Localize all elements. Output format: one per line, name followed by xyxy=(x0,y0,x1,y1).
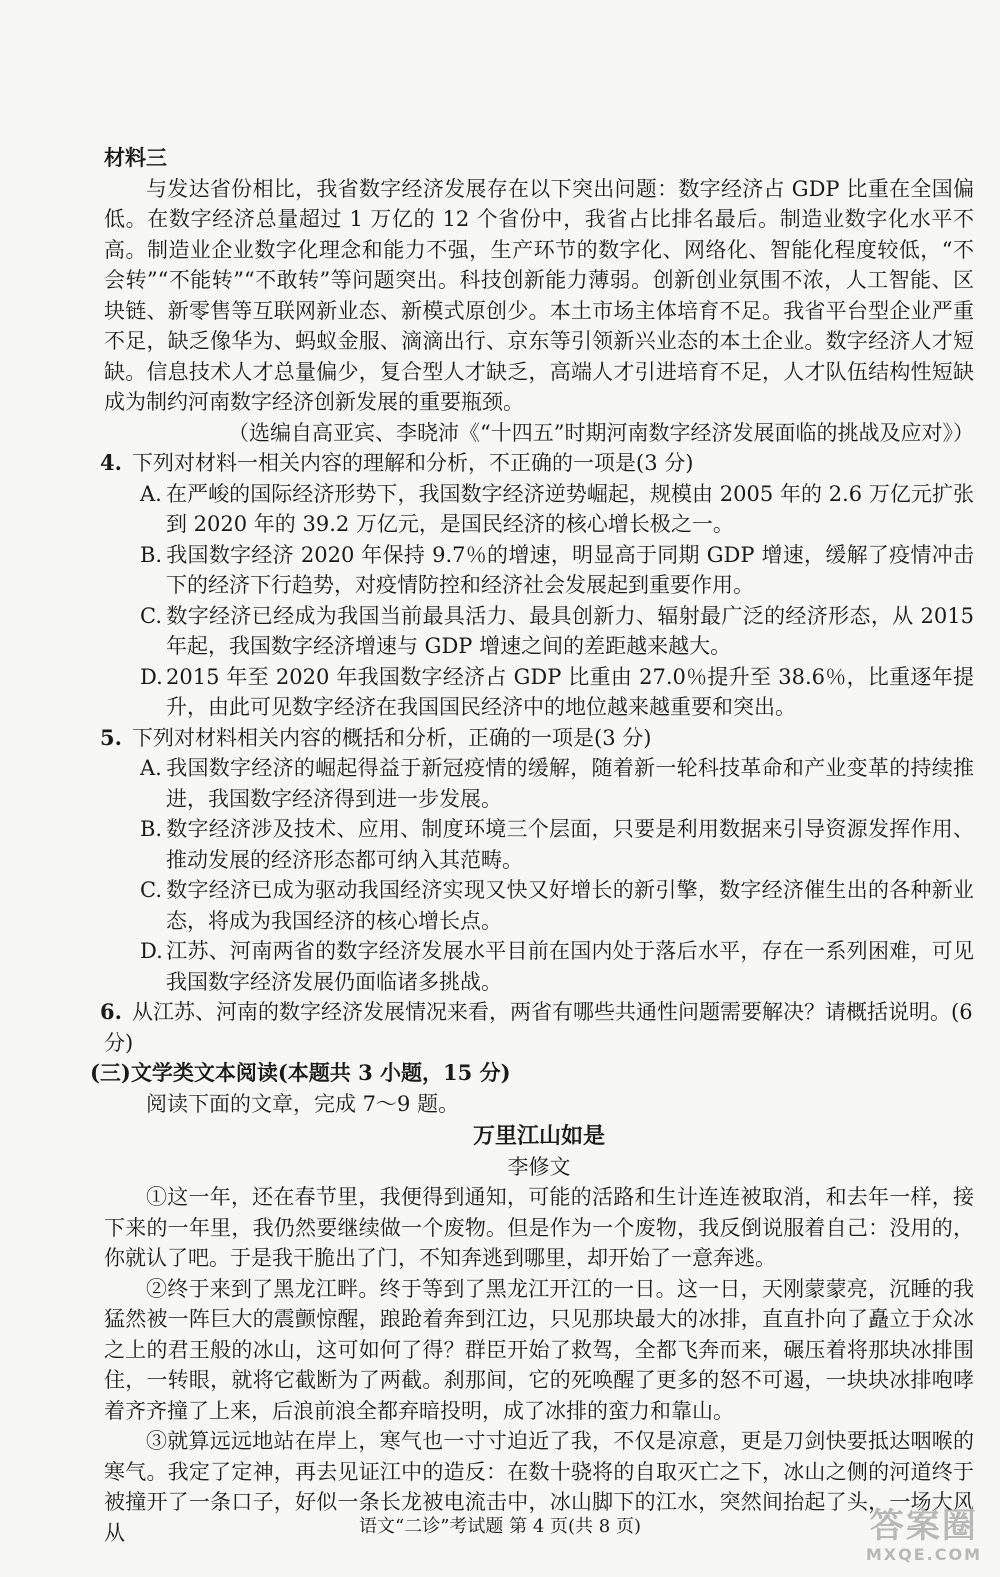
question-5-option-b xyxy=(140,814,974,875)
question-6-text: 从江苏、河南的数字经济发展情况来看，两省有哪些共通性问题需要解决？请概括说明。(6 分) xyxy=(104,1000,973,1055)
page-footer: 语文“二诊”考试题 第 4 页(共 8 页) xyxy=(359,1516,641,1537)
question-4-option-b xyxy=(140,540,974,601)
option-text: 数字经济涉及技术、应用、制度环境三个层面，只要是利用数据来引导资源发挥作用、推动发展的经济形态都可纳入其范畴。 xyxy=(166,817,974,872)
article-author: 李修文 xyxy=(507,1154,571,1179)
option-letter: C. xyxy=(140,878,162,902)
option-text: 数字经济已成为驱动我国经济实现又快又好增长的新引擎，数字经济催生出的各种新业态，将成为我国经济的核心增长点。 xyxy=(166,878,974,933)
option-letter: D. xyxy=(140,664,163,689)
option-letter: B. xyxy=(140,817,163,841)
question-4-text: 下列对材料一相关内容的理解和分析，不正确的一项是(3 分) xyxy=(132,451,694,475)
question-5-number: 5. xyxy=(100,724,122,750)
question-5-option-a xyxy=(140,753,974,814)
question-6-stem xyxy=(100,997,974,1058)
question-4-options xyxy=(104,479,974,723)
question-5-options xyxy=(104,753,974,997)
question-6-number: 6. xyxy=(100,999,122,1024)
article-title: 万里江山如是 xyxy=(472,1123,605,1149)
watermark-logo xyxy=(865,1506,982,1564)
section-3-heading: (三)文学类文本阅读(本题共 3 小题，15 分) xyxy=(90,1060,511,1085)
option-text: 我国数字经济的崛起得益于新冠疫情的缓解，随着新一轮科技革命和产业变革的持续推进，我国数字经济得到进一步发展。 xyxy=(166,756,974,811)
material-3-block xyxy=(90,143,974,1548)
article-paragraph-3: ③就算远远地站在岸上，寒气也一寸寸迫近了我，不仅是凉意，更是刀剑快要抵达咽喉的寒气。我定了定神，再去见证江中的造反：在数十骁将的自取灭亡之下，冰山之侧的河道终于被撞开了一条口子，好似一条长龙被电流击中，冰山脚下的江水，突然间抬起了头，一场大风从 xyxy=(104,1429,974,1545)
material-3-paragraph: 与发达省份相比，我省数字经济发展存在以下突出问题：数字经济占 GDP 比重在全国偏低。在数字经济总量超过 1 万亿的 12 个省份中，我省占比排名最后。制造业数字化水平不高。制造业企业数字化理念和能力不强，生产环节的数字化、网络化、智能化程度较低，“不会转”“不能转”“不敢转”等问题突出。科技创新能力薄弱。创新创业氛围不浓，人工智能、区块链、新零售等互联网新业态、新模式原创少。本土市场主体培育不足。我省平台型企业严重不足，缺乏像华为、蚂蚁金服、滴滴出行、京东等引领新兴业态的本土企业。数字经济人才短缺。信息技术人才总量偏少，复合型人才缺乏，高端人才引进培育不足，人才队伍结构性短缺成为制约河南数字经济创新发展的重要瓶颈。 xyxy=(104,176,974,414)
section-3-instruction: 阅读下面的文章，完成 7～9 题。 xyxy=(146,1091,460,1116)
option-letter: A. xyxy=(140,756,162,780)
question-5-text: 下列对材料相关内容的概括和分析，正确的一项是(3 分) xyxy=(132,725,652,750)
watermark-url: MXQE.COM xyxy=(865,1545,982,1564)
question-6 xyxy=(100,997,974,1058)
question-5-option-c xyxy=(140,875,974,936)
material-3-label: 材料三 xyxy=(104,145,167,170)
question-4-option-c xyxy=(140,601,974,662)
option-text: 数字经济已经成为我国当前最具活力、最具创新力、辐射最广泛的经济形态，从 2015 年起，我国数字经济增速与 GDP 增速之间的差距越来越大。 xyxy=(166,603,974,658)
question-4-number: 4. xyxy=(100,450,122,475)
option-letter: B. xyxy=(140,542,163,567)
question-4-option-a xyxy=(140,479,974,540)
option-letter: D. xyxy=(140,939,163,963)
option-letter: A. xyxy=(140,481,162,506)
option-letter: C. xyxy=(140,603,162,628)
option-text: 在严峻的国际经济形势下，我国数字经济逆势崛起，规模由 2005 年的 2.6 万亿元扩张到 2020 年的 39.2 万亿元，是国民经济的核心增长极之一。 xyxy=(166,481,974,536)
question-5-option-d xyxy=(140,936,974,997)
question-4 xyxy=(100,448,974,723)
article-paragraph-2: ②终于来到了黑龙江畔。终于等到了黑龙江开江的一日。这一日，天刚蒙蒙亮，沉睡的我猛然被一阵巨大的震颤惊醒，踉跄着奔到江边，只见那块最大的冰排，直直扑向了矗立于众冰之上的君王般的冰山，这可如何了得？群臣开始了救驾，全都飞奔而来，碾压着将那块冰排围住，一转眼，就将它截断为了两截。刹那间，它的死唤醒了更多的怒不可遏，一块块冰排咆哮着齐齐撞了上来，后浪前浪全都弃暗投明，成了冰排的蛮力和靠山。 xyxy=(104,1276,974,1423)
option-text: 2015 年至 2020 年我国数字经济占 GDP 比重由 27.0％提升至 38.6％，比重逐年提升，由此可见数字经济在我国国民经济中的地位越来越重要和突出。 xyxy=(166,664,974,719)
material-3-source: （选编自高亚宾、李晓沛《“十四五”时期河南数字经济发展面临的挑战及应对》） xyxy=(228,420,974,445)
question-5-stem xyxy=(100,723,974,754)
question-5 xyxy=(100,723,974,998)
option-text: 江苏、河南两省的数字经济发展水平目前在国内处于落后水平，存在一系列困难，可见我国数字经济发展仍面临诸多挑战。 xyxy=(166,939,974,994)
watermark-text: 答案圈 xyxy=(869,1506,978,1546)
question-4-stem xyxy=(100,448,974,479)
option-text: 我国数字经济 2020 年保持 9.7％的增速，明显高于同期 GDP 增速，缓解了疫情冲击下的经济下行趋势，对疫情防控和经济社会发展起到重要作用。 xyxy=(166,542,974,597)
question-4-option-d xyxy=(140,662,974,723)
article-paragraph-1: ①这一年，还在春节里，我便得到通知，可能的活路和生计连连被取消，和去年一样，接下来的一年里，我仍然要继续做一个废物。但是作为一个废物，我反倒说服着自己：没用的，你就认了吧。于是我干脆出了门，不知奔逃到哪里，却开始了一意奔逃。 xyxy=(104,1185,974,1270)
